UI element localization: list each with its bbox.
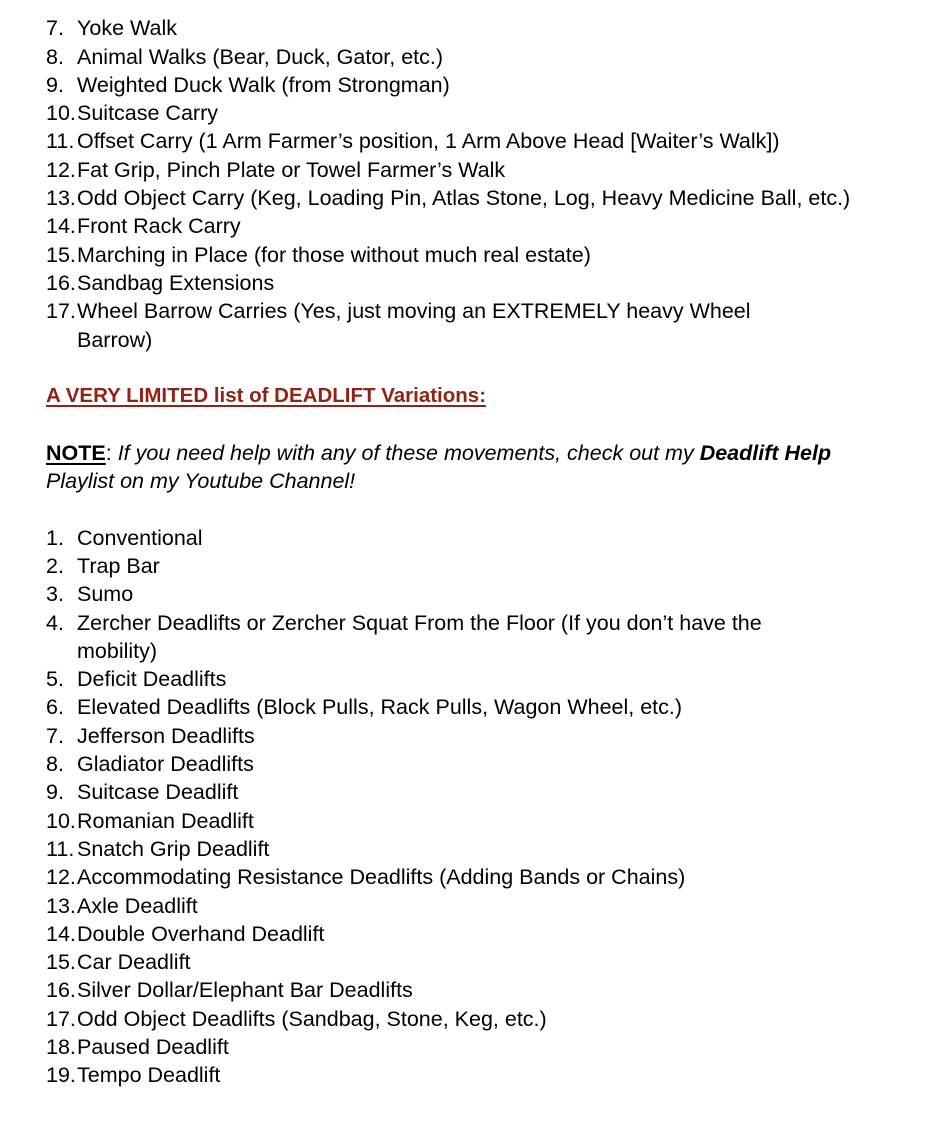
list-item-text: Elevated Deadlifts (Block Pulls, Rack Pulls, Wagon Wheel, etc.) [77, 695, 683, 720]
list-number: 17. [46, 299, 76, 324]
list-item [0, 71, 944, 99]
list-number: 19. [46, 1063, 76, 1088]
list-item [0, 580, 944, 608]
spacer [0, 495, 944, 523]
carries-list [0, 14, 944, 354]
spacer [0, 354, 944, 382]
list-number: 12. [46, 157, 76, 182]
list-number: 4. [46, 610, 64, 635]
list-number: 13. [46, 186, 76, 211]
list-number: 3. [46, 582, 64, 607]
list-item-text: Car Deadlift [77, 950, 191, 975]
list-item-text: Marching in Place (for those without much real estate) [77, 242, 591, 267]
list-item [0, 14, 944, 42]
list-item-text: Accommodating Resistance Deadlifts (Adding Bands or Chains) [77, 865, 686, 890]
list-item-text: Odd Object Deadlifts (Sandbag, Stone, Keg, etc.) [77, 1006, 547, 1031]
list-number: 13. [46, 893, 76, 918]
list-item [0, 920, 944, 948]
spacer [0, 410, 944, 438]
list-number: 9. [46, 780, 64, 805]
note-paragraph [0, 439, 944, 496]
list-number: 2. [46, 553, 64, 578]
list-item-text: Jefferson Deadlifts [77, 723, 255, 748]
list-number: 18. [46, 1034, 76, 1059]
list-item-text: Yoke Walk [77, 16, 177, 41]
list-item-text: Trap Bar [77, 553, 160, 578]
list-number: 9. [46, 72, 64, 97]
section-heading: A VERY LIMITED list of DEADLIFT Variations: [46, 384, 487, 408]
list-item [0, 976, 944, 1004]
list-item [0, 269, 944, 297]
deadlift-list [0, 524, 944, 1090]
list-item [0, 524, 944, 552]
list-item [0, 552, 944, 580]
note-colon: : [105, 440, 118, 465]
list-number: 5. [46, 667, 64, 692]
list-item [0, 99, 944, 127]
list-number: 7. [46, 16, 64, 41]
list-item-text: Wheel Barrow Carries (Yes, just moving an EXTREMELY heavy Wheel Barrow) [77, 299, 751, 352]
list-item-text: Suitcase Deadlift [77, 780, 239, 805]
list-item-text: Romanian Deadlift [77, 808, 254, 833]
list-item-text: Tempo Deadlift [77, 1063, 221, 1088]
list-item [0, 807, 944, 835]
list-item [0, 863, 944, 891]
list-item [0, 184, 944, 212]
list-item-text: Weighted Duck Walk (from Strongman) [77, 72, 450, 97]
list-number: 7. [46, 723, 64, 748]
list-number: 17. [46, 1006, 76, 1031]
list-item [0, 778, 944, 806]
list-item-text: Double Overhand Deadlift [77, 921, 325, 946]
note-text-before: If you need help with any of these movements, check out my [117, 440, 700, 465]
list-item [0, 693, 944, 721]
list-number: 14. [46, 921, 76, 946]
cut-off-line [0, 0, 944, 14]
note-label: NOTE [46, 440, 106, 465]
note-text-after: Playlist on my Youtube Channel! [46, 469, 356, 494]
list-item [0, 1005, 944, 1033]
list-item [0, 722, 944, 750]
list-number: 10. [46, 101, 76, 126]
list-number: 11. [46, 836, 75, 861]
list-item-text: Odd Object Carry (Keg, Loading Pin, Atlas Stone, Log, Heavy Medicine Ball, etc.) [77, 186, 851, 211]
list-number: 1. [46, 525, 64, 550]
list-item-text: Gladiator Deadlifts [77, 752, 254, 777]
list-number: 8. [46, 44, 64, 69]
list-number: 11. [46, 129, 75, 154]
list-item-text: Silver Dollar/Elephant Bar Deadlifts [77, 978, 413, 1003]
list-item-text: Suitcase Carry [77, 101, 218, 126]
list-item [0, 609, 944, 666]
list-item [0, 156, 944, 184]
list-number: 16. [46, 978, 76, 1003]
list-item [0, 43, 944, 71]
list-item [0, 241, 944, 269]
list-number: 16. [46, 270, 76, 295]
list-item-text: Sumo [77, 582, 134, 607]
list-item-text: Front Rack Carry [77, 214, 241, 239]
list-number: 8. [46, 752, 64, 777]
list-item-text: Fat Grip, Pinch Plate or Towel Farmer’s Walk [77, 157, 506, 182]
list-item [0, 892, 944, 920]
list-number: 6. [46, 695, 64, 720]
list-item-text: Conventional [77, 525, 203, 550]
list-item-text: Animal Walks (Bear, Duck, Gator, etc.) [77, 44, 444, 69]
list-item [0, 1061, 944, 1089]
list-item [0, 1033, 944, 1061]
list-item-text: Sandbag Extensions [77, 270, 275, 295]
list-number: 14. [46, 214, 76, 239]
list-item [0, 948, 944, 976]
list-number: 10. [46, 808, 76, 833]
list-item [0, 297, 944, 354]
list-item [0, 835, 944, 863]
list-number: 15. [46, 242, 76, 267]
list-number: 12. [46, 865, 76, 890]
list-item-text: Paused Deadlift [77, 1034, 229, 1059]
list-item [0, 127, 944, 155]
list-item-text: Deficit Deadlifts [77, 667, 227, 692]
list-item-text: Offset Carry (1 Arm Farmer’s position, 1 Arm Above Head [Waiter’s Walk]) [77, 129, 780, 154]
note-bold-text: Deadlift Help [699, 440, 832, 465]
list-item [0, 212, 944, 240]
list-item [0, 665, 944, 693]
list-item [0, 750, 944, 778]
list-item-text: Axle Deadlift [77, 893, 198, 918]
list-number: 15. [46, 950, 76, 975]
list-item-text: Snatch Grip Deadlift [77, 836, 270, 861]
list-item-text: Zercher Deadlifts or Zercher Squat From the Floor (If you don’t have the mobility) [77, 610, 762, 663]
